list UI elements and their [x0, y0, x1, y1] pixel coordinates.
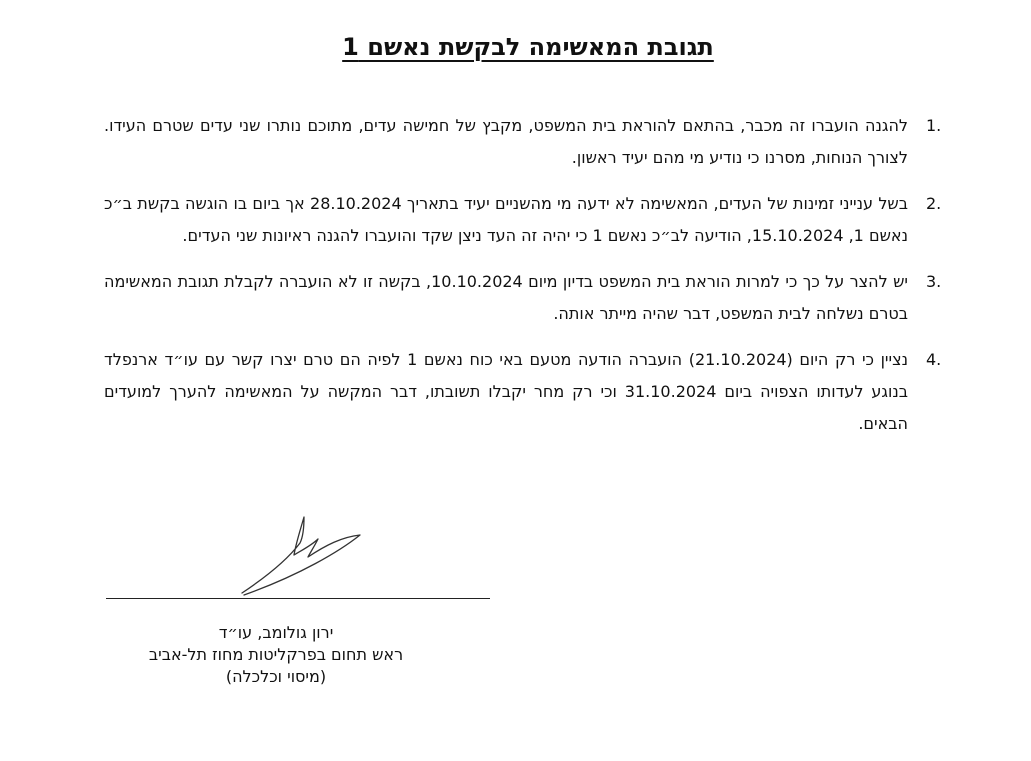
document-title: תגובת המאשימה לבקשת נאשם 1 — [342, 33, 714, 61]
list-item — [104, 344, 942, 440]
list-item — [104, 188, 942, 252]
item-text: יש להצר על כך כי למרות הוראת בית המשפט בדיון מיום 10.10.2024, בקשה זו לא הועברה לקבלת תגובת המאשימה בטרם נשלחה לבית המשפט, דבר שהיה מייתר אותה. — [104, 272, 909, 323]
item-text: להגנה הועברו זה מכבר, בהתאם להוראת בית המשפט, מקבץ של חמישה עדים, מתוכם נותרו שני עדים שטרם העידו. לצורך הנוחות, מסרנו כי נודיע מי מהם יעיד ראשון. — [104, 116, 908, 167]
list-item — [104, 266, 942, 330]
signature-line — [106, 598, 490, 599]
item-text: בשל ענייני זמינות של העדים, המאשימה לא ידעה מי מהשניים יעיד בתאריך 28.10.2024 אך ביום בו הוגשה בקשת ב״כ נאשם 1, 15.10.2024, הודיעה לב״כ נאשם 1 כי יהיה זה העד ניצן שקד והועברו להגנה ראיונות שני העדים. — [104, 194, 908, 245]
item-text: נציין כי רק היום (21.10.2024) הועברה הודעה מטעם באי כוח נאשם 1 לפיה הם טרם יצרו קשר עם עו״ד ארנפלד בנוגע לעדותו הצפויה ביום 31.10.2024 וכי רק מחר יקבלו תשובתו, דבר המקשה על המאשימה להערך למועדים הבאים. — [104, 350, 908, 433]
handwritten-signature — [230, 515, 370, 597]
item-number: 2. — [926, 194, 942, 213]
signer-name: ירון גולומב, עו״ד — [218, 623, 334, 642]
signature-block — [96, 622, 456, 688]
item-number: 4. — [926, 350, 942, 369]
item-number: 3. — [926, 272, 942, 291]
signer-department: (מיסוי וכלכלה) — [225, 667, 327, 686]
numbered-list — [104, 110, 942, 454]
signer-role: ראש תחום בפרקליטות מחוז תל-אביב — [148, 645, 404, 664]
list-item — [104, 110, 942, 174]
item-number: 1. — [926, 116, 942, 135]
